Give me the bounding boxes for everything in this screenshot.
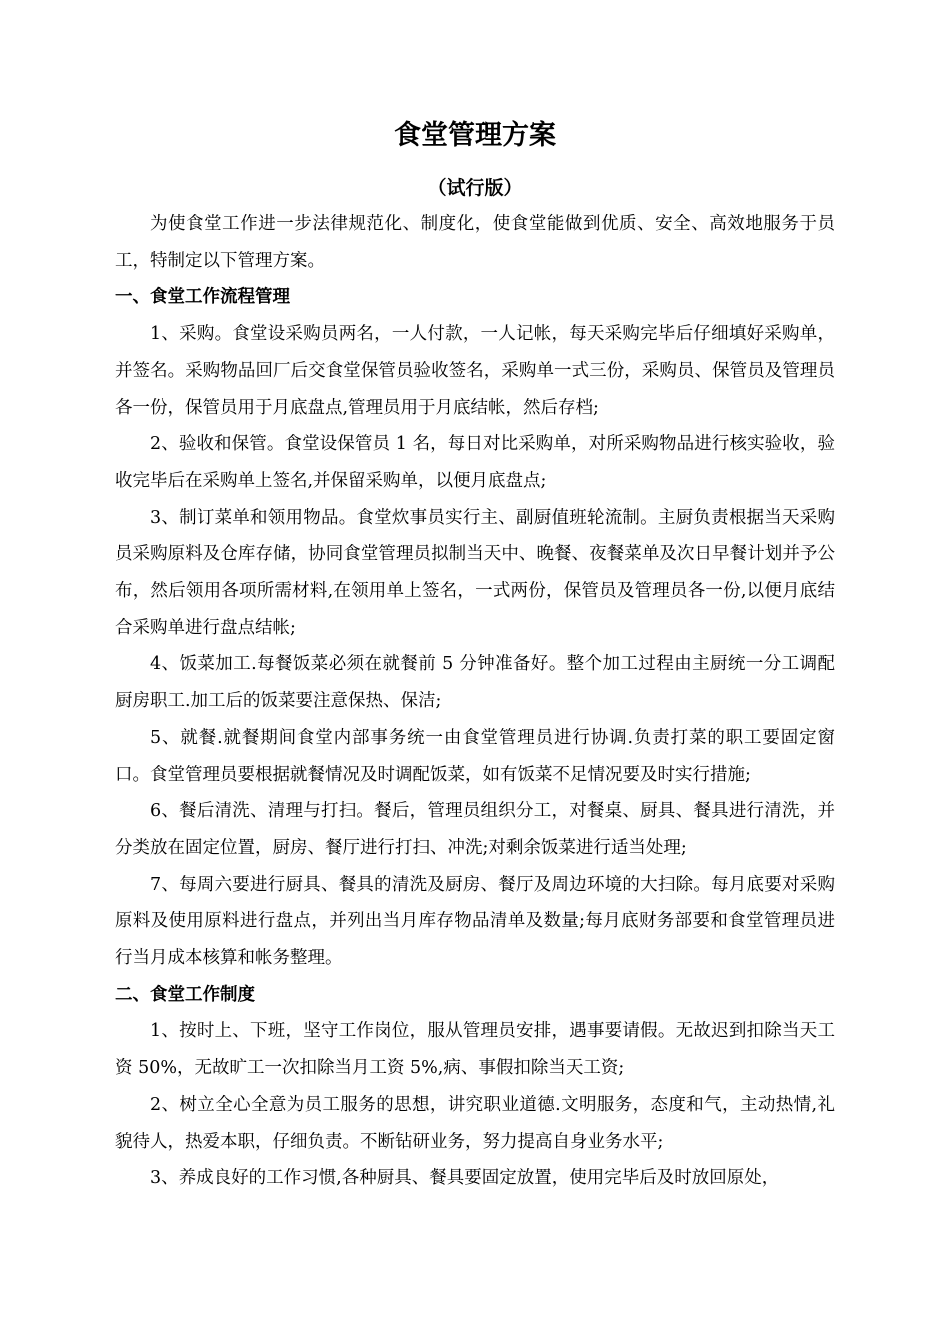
list-item: 3、制订菜单和领用物品。食堂炊事员实行主、副厨值班轮流制。主厨负责根据当天采购员采购原料及仓库存储，协同食堂管理员拟制当天中、晚餐、夜餐菜单及次日早餐计划并予公布，然后领用各项所需材料,在领用单上签名，一式两份，保管员及管理员各一份,以便月底结合采购单进行盘点结帐; bbox=[115, 507, 835, 638]
section-heading: 二、食堂工作制度 bbox=[115, 984, 255, 1005]
document-subtitle: （试行版） bbox=[427, 177, 523, 199]
list-item: 1、采购。食堂设采购员两名，一人付款，一人记帐，每天采购完毕后仔细填好采购单，并签名。采购物品回厂后交食堂保管员验收签名，采购单一式三份，采购员、保管员及管理员各一份，保管员用于月底盘点,管理员用于月底结帐，然后存档; bbox=[115, 324, 835, 418]
list-item: 6、餐后清洗、清理与打扫。餐后，管理员组织分工，对餐桌、厨具、餐具进行清洗，并分类放在固定位置，厨房、餐厅进行打扫、冲洗;对剩余饭菜进行适当处理; bbox=[115, 801, 835, 858]
list-item: 1、按时上、下班，坚守工作岗位，服从管理员安排，遇事要请假。无故迟到扣除当天工资 50%，无故旷工一次扣除当月工资 5%,病、事假扣除当天工资; bbox=[115, 1021, 835, 1079]
list-item: 5、就餐.就餐期间食堂内部事务统一由食堂管理员进行协调.负责打菜的职工要固定窗口。食堂管理员要根据就餐情况及时调配饭菜，如有饭菜不足情况要及时实行措施; bbox=[115, 727, 835, 785]
list-item: 2、验收和保管。食堂设保管员 1 名，每日对比采购单，对所采购物品进行核实验收，验收完毕后在采购单上签名,并保留采购单，以便月底盘点; bbox=[115, 434, 835, 491]
intro-paragraph: 为使食堂工作进一步法律规范化、制度化，使食堂能做到优质、安全、高效地服务于员工，特制定以下管理方案。 bbox=[115, 214, 835, 271]
section-heading: 一、食堂工作流程管理 bbox=[115, 287, 290, 308]
list-item: 4、饭菜加工.每餐饭菜必须在就餐前 5 分钟准备好。整个加工过程由主厨统一分工调配厨房职工.加工后的饭菜要注意保热、保洁; bbox=[115, 654, 835, 712]
list-item: 3、养成良好的工作习惯,各种厨具、餐具要固定放置，使用完毕后及时放回原处， bbox=[150, 1168, 780, 1189]
document-title: 食堂管理方案 bbox=[394, 120, 556, 151]
document-body bbox=[115, 206, 835, 1197]
list-item: 7、每周六要进行厨具、餐具的清洗及厨房、餐厅及周边环境的大扫除。每月底要对采购原料及使用原料进行盘点，并列出当月库存物品清单及数量;每月底财务部要和食堂管理员进行当月成本核算和帐务整理。 bbox=[115, 874, 835, 969]
list-item: 2、树立全心全意为员工服务的思想，讲究职业道德.文明服务，态度和气，主动热情,礼貌待人，热爱本职，仔细负责。不断钻研业务，努力提高自身业务水平; bbox=[115, 1094, 835, 1152]
